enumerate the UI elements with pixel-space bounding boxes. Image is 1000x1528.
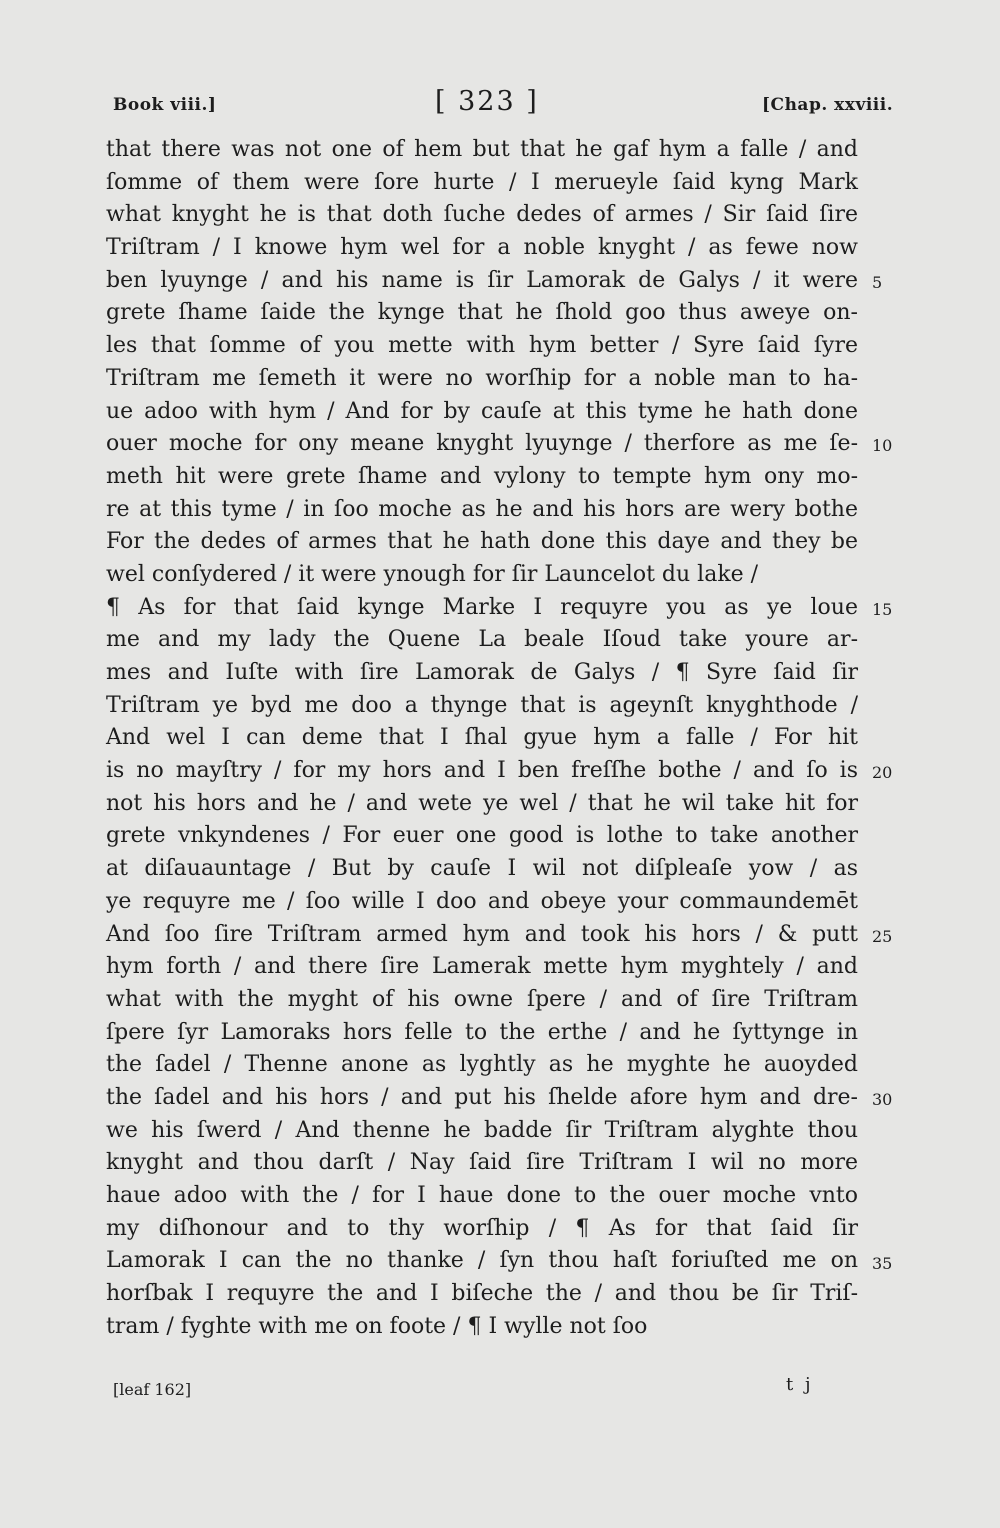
text-line: grete ſhame ſaide the kynge that he ſhold goo thus aweye on-: [106, 300, 858, 326]
text-line: re at this tyme / in ſoo moche as he and his hors are wery bothe: [106, 496, 858, 522]
running-head-chapter: [Chap. xxviii.: [762, 95, 894, 115]
text-line: haue adoo with the / for I haue done to the ouer moche vnto: [106, 1183, 858, 1208]
text-line: Triſtram ye byd me doo a thynge that is ageynſt knyghthode /: [106, 692, 858, 718]
text-line: at diſauauntage / But by cauſe I wil not diſpleaſe yow / as: [106, 856, 858, 882]
text-line: mes and Iuſte with ſire Lamorak de Galys / ¶ Syre ſaid ſir: [106, 660, 858, 685]
text-line: what with the myght of his owne ſpere / and of ſire Triſtram: [106, 986, 858, 1012]
line-number: 10: [872, 436, 893, 456]
text-line: knyght and thou darſt / Nay ſaid ſire Triſtram I wil no more: [106, 1150, 858, 1176]
body-text: [106, 134, 858, 1343]
text-line: ouer moche for ony meane knyght lyuynge / therfore as me ſe-: [106, 431, 858, 457]
text-line: ¶ As for that ſaid kynge Marke I requyre you as ye loue: [106, 594, 858, 620]
text-line: hym forth / and there ſire Lamerak mette hym myghtely / and: [106, 954, 858, 980]
line-number: 15: [872, 599, 893, 619]
text-line: Triſtram / I knowe hym wel for a noble knyght / as fewe now: [106, 235, 858, 261]
text-line: tram / fyghte with me on foote / ¶ I wylle not ſoo: [106, 1313, 648, 1339]
text-line: ue adoo with hym / And for by cauſe at this tyme he hath done: [106, 398, 858, 424]
text-line: meth hit were grete ſhame and vylony to tempte hym ony mo-: [106, 463, 858, 489]
running-head-book: Book viii.]: [113, 95, 217, 115]
text-line: And ſoo ſire Triſtram armed hym and took his hors / & putt: [106, 921, 858, 947]
signature-mark: t j: [786, 1374, 814, 1395]
text-line: is no mayſtry / for my hors and I ben freſſhe bothe / and ſo is: [106, 758, 858, 784]
text-line: that there was not one of hem but that he gaf hym a falle / and: [106, 137, 858, 162]
text-line: For the dedes of armes that he hath done this daye and they be: [106, 529, 858, 555]
text-line: the ſadel and his hors / and put his ſhelde afore hym and dre-: [106, 1084, 858, 1110]
text-line: what knyght he is that doth ſuche dedes of armes / Sir ſaid ſire: [106, 202, 858, 228]
text-line: les that ſomme of you mette with hym better / Syre ſaid ſyre: [106, 333, 858, 359]
text-line: Lamorak I can the no thanke / ſyn thou haſt foriuſted me on: [106, 1248, 858, 1274]
line-number: 35: [872, 1253, 893, 1273]
text-line: Triſtram me ſemeth it were no worſhip for a noble man to ha-: [106, 365, 858, 391]
text-line: ben lyuynge / and his name is ſir Lamorak de Galys / it were: [106, 267, 858, 293]
text-line: me and my lady the Quene La beale Iſoud take youre ar-: [106, 627, 858, 653]
text-line: ye requyre me / ſoo wille I doo and obeye your commaundemēt: [106, 888, 858, 914]
text-line: my diſhonour and to thy worſhip / ¶ As for that ſaid ſir: [106, 1215, 858, 1241]
page-number: [ 323 ]: [435, 86, 539, 117]
text-line: And wel I can deme that I ſhal gyue hym a falle / For hit: [106, 725, 858, 751]
line-number: 20: [872, 763, 893, 783]
text-line: wel conſydered / it were ynough for ſir Launcelot du lake /: [106, 561, 759, 587]
text-line: ſomme of them were ſore hurte / I merueyle ſaid kyng Mark: [106, 169, 858, 195]
text-line: not his hors and he / and wete ye wel / that he wil take hit for: [106, 790, 858, 816]
line-number: 30: [872, 1090, 893, 1110]
text-line: ſpere ſyr Lamoraks hors felle to the erthe / and he ſyttynge in: [106, 1019, 858, 1045]
line-number: 25: [872, 926, 893, 946]
text-line: the ſadel / Thenne anone as lyghtly as he myghte he auoyded: [106, 1052, 858, 1078]
text-line: grete vnkyndenes / For euer one good is lothe to take another: [106, 823, 858, 849]
text-line: horſbak I requyre the and I biſeche the / and thou be ſir Triſ-: [106, 1281, 858, 1307]
text-line: we his ſwerd / And thenne he badde ſir Triſtram alyghte thou: [106, 1117, 858, 1143]
leaf-reference: [leaf 162]: [113, 1380, 192, 1399]
line-number: 5: [872, 272, 883, 292]
